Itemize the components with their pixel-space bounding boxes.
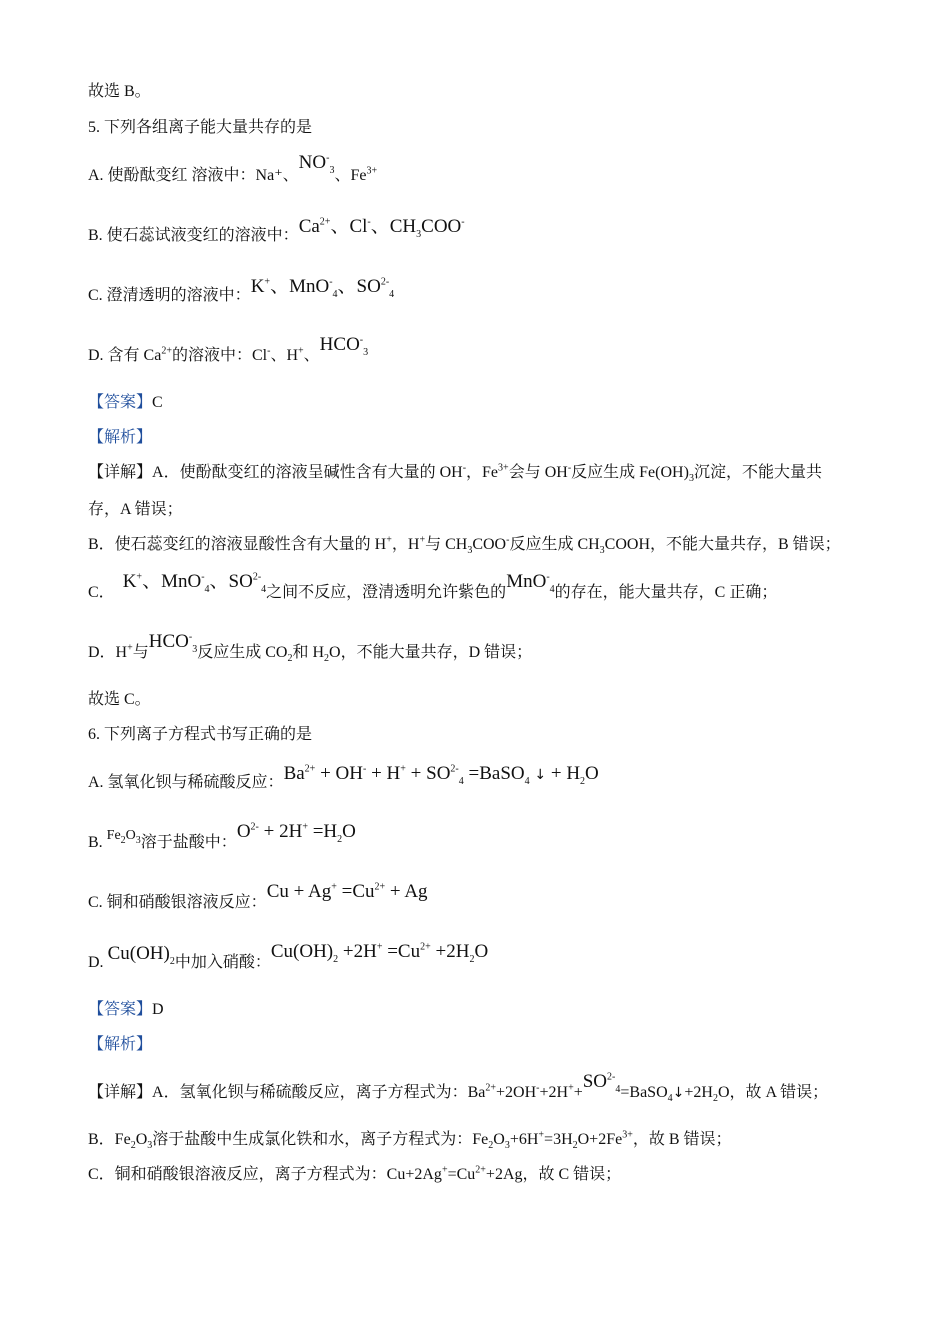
- q5-stem: 5. 下列各组离子能大量共存的是: [88, 119, 313, 136]
- q5-analysis-label: 【解析】: [88, 429, 153, 446]
- q6-detail-a: 【详解】A．氢氧化钡与稀硫酸反应，离子方程式为：$Ba^{2+}+2OH^-+2H^++SO^{2-}_4=BaSO_4↓+2H_2O$，故 A 错误；: [88, 1071, 829, 1105]
- q5-option-a: A. 使酚酞变红 溶液中：Na⁺、$NO^-_3$、$Fe^{3+}$: [88, 152, 378, 184]
- q5-option-d: D. 含有 $Ca^{2+}$的溶液中：Cl-、H+、$HCO^-_3$: [88, 334, 369, 364]
- q6-option-c: C. 铜和硝酸银溶液反应：$Cu + Ag^+ =Cu^{2+} + Ag$: [88, 881, 428, 911]
- q5-detail-c: C．K+、MnO-$_4$、$SO^{2-}_4$之间不反应，澄清透明允许紫色的MnO-$_4$的存在，能大量共存，C 正确；: [88, 571, 778, 601]
- q6-answer: 【答案】D: [88, 1001, 164, 1018]
- q5-detail-a: 【详解】A．使酚酞变红的溶液呈碱性含有大量的 OH-，$Fe^{3+}$会与 OH-反应生成 $Fe(OH)_3$沉淀，不能大量共: [88, 462, 822, 485]
- q5-detail-a-cont: 存，A 错误；: [88, 501, 183, 518]
- q6-analysis-label: 【解析】: [88, 1036, 153, 1053]
- q5-answer: 【答案】C: [88, 394, 163, 411]
- q5-conclusion: 故选 C。: [88, 691, 151, 708]
- q6-stem: 6. 下列离子方程式书写正确的是: [88, 726, 313, 743]
- q5-option-b: B. 使石蕊试液变红的溶液中：$Ca^{2+}$、Cl-、$CH_3COO^-$: [88, 216, 465, 244]
- q5-detail-b: B．使石蕊变红的溶液显酸性含有大量的 H+，H+与 $CH_3COO^-$反应生成 $CH_3COOH$，不能大量共存，B 错误；: [88, 534, 841, 557]
- q6-option-b: B. $Fe_2O_3$溶于盐酸中：$O^{2-} + 2H^+ =H_2O$: [88, 821, 356, 851]
- q6-option-d: D. $Cu(OH)_2$中加入硝酸：$Cu(OH)_2 +2H^+ =Cu^{2+} +2H_2O$: [88, 941, 489, 971]
- q5-detail-d: D．H+与$HCO^-_3$反应生成 $CO_2$和 $H_2O$，不能大量共存，D 错误；: [88, 631, 533, 665]
- q5-option-c: C. 澄清透明的溶液中：K+、MnO-$_4$、$SO^{2-}_4$: [88, 276, 395, 304]
- q6-option-a: A. 氢氧化钡与稀硫酸反应：$Ba^{2+} + OH^- + H^+ + SO^{2-}_4$ =BaSO$_4$ ↓ + $H_2O$: [88, 763, 599, 791]
- q6-detail-b: B．$Fe_2O_3$溶于盐酸中生成氯化铁和水，离子方程式为：$Fe_2O_3+6H^+=3H_2O+2Fe^{3+}$，故 B 错误；: [88, 1129, 732, 1152]
- q6-detail-c: C．铜和硝酸银溶液反应，离子方程式为：$Cu+2Ag^+=Cu^{2+}+2Ag$，故 C 错误；: [88, 1164, 622, 1183]
- prev-conclusion: 故选 B。: [88, 83, 151, 100]
